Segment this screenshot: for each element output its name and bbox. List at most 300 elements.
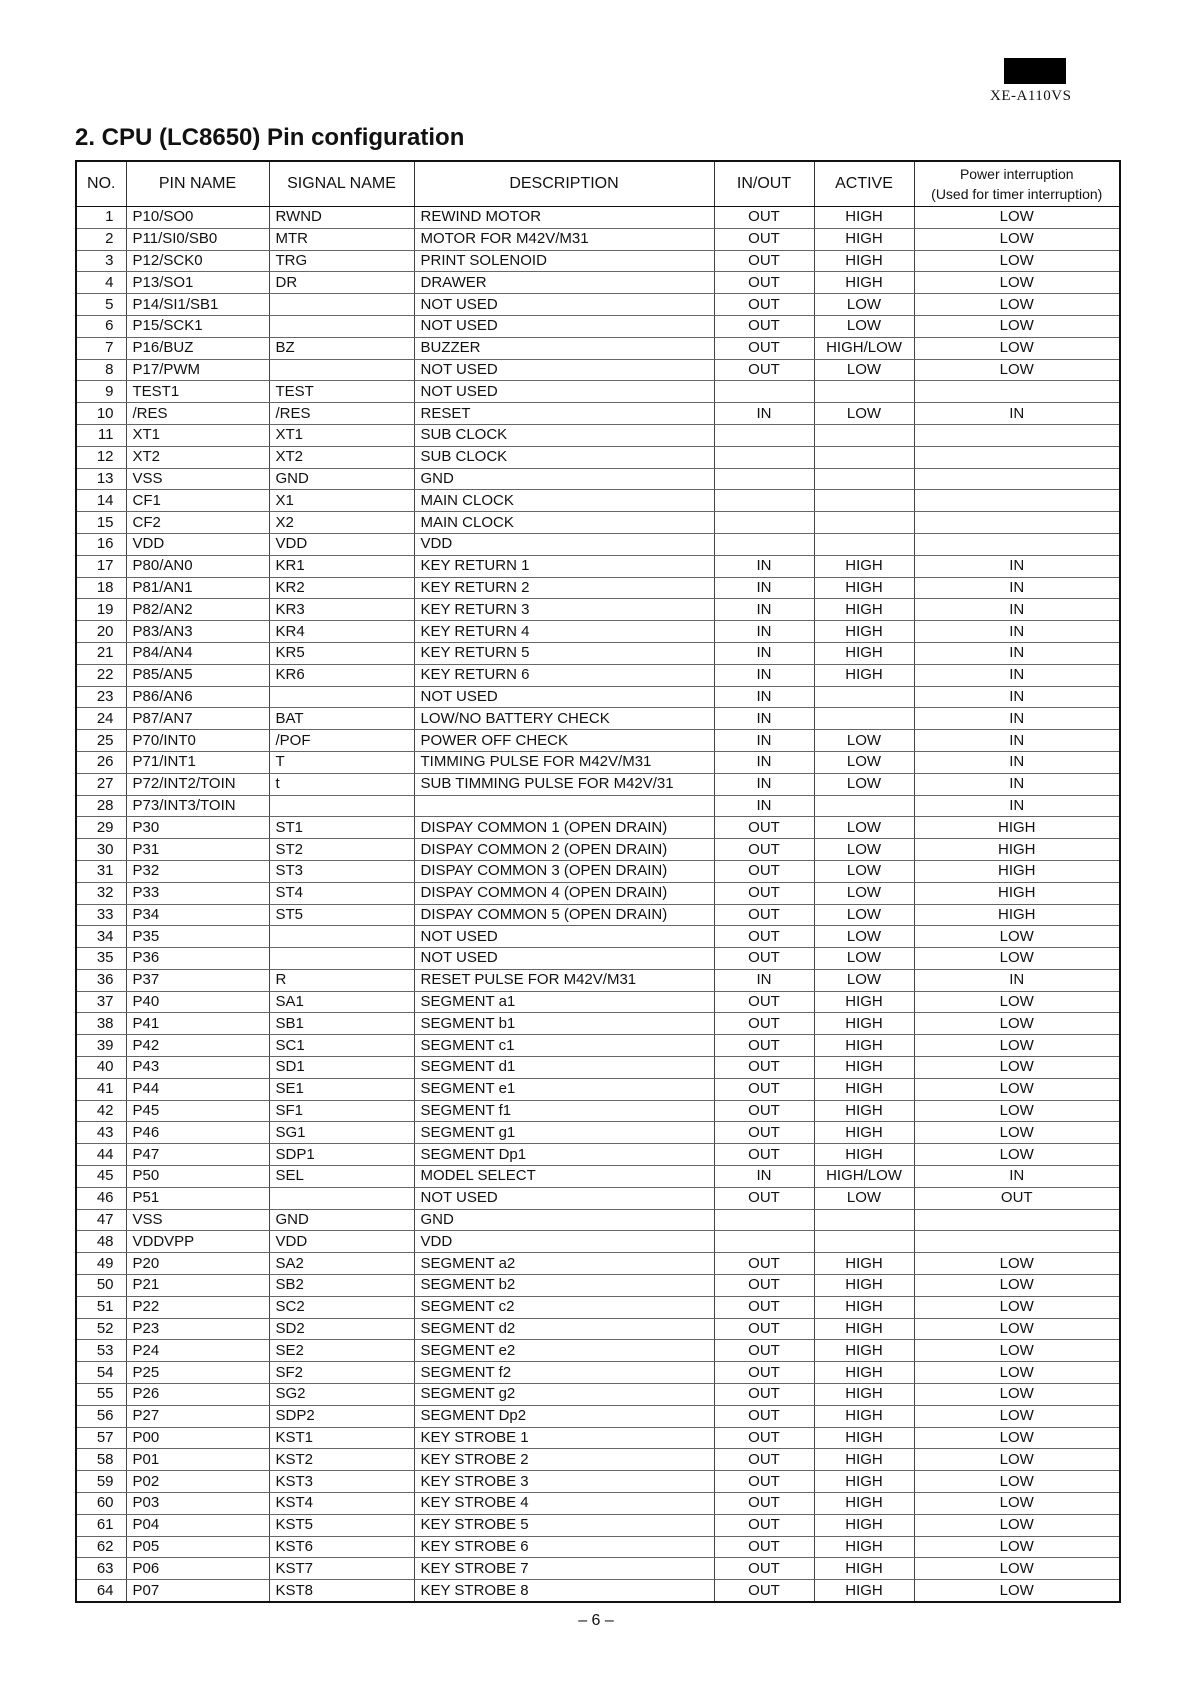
cell-description: NOT USED [414,948,714,970]
cell-signal-name: ST1 [269,817,414,839]
cell-inout: OUT [714,1471,814,1493]
table-row [76,250,1120,272]
cell-pin-name: P46 [126,1122,269,1144]
table-row [76,708,1120,730]
table-row [76,860,1120,882]
cell-inout: OUT [714,1078,814,1100]
cell-active: HIGH [814,1013,914,1035]
cell-no: 60 [76,1493,126,1515]
table-row [76,1057,1120,1079]
cell-description: SEGMENT a1 [414,991,714,1013]
cell-signal-name: ST4 [269,882,414,904]
cell-description: KEY STROBE 1 [414,1427,714,1449]
cell-active: LOW [814,926,914,948]
table-row [76,1035,1120,1057]
cell-signal-name: SF2 [269,1362,414,1384]
cell-power-interruption: IN [914,1166,1120,1188]
table-row [76,948,1120,970]
cell-pin-name: P45 [126,1100,269,1122]
cell-power-interruption: LOW [914,337,1120,359]
cell-active [814,686,914,708]
cell-power-interruption [914,1231,1120,1253]
cell-pin-name: P36 [126,948,269,970]
cell-pin-name: P31 [126,839,269,861]
cell-signal-name: SB1 [269,1013,414,1035]
cell-inout: OUT [714,337,814,359]
cell-power-interruption: IN [914,621,1120,643]
cell-no: 55 [76,1384,126,1406]
cell-power-interruption [914,424,1120,446]
cell-pin-name: P11/SI0/SB0 [126,228,269,250]
cell-pin-name: P23 [126,1318,269,1340]
table-row [76,1318,1120,1340]
cell-pin-name: P85/AN5 [126,664,269,686]
cell-no: 5 [76,294,126,316]
table-row [76,424,1120,446]
cell-description: KEY RETURN 2 [414,577,714,599]
cell-description: NOT USED [414,294,714,316]
cell-no: 3 [76,250,126,272]
cell-power-interruption: LOW [914,228,1120,250]
cell-pin-name: P17/PWM [126,359,269,381]
cell-inout: OUT [714,228,814,250]
table-row [76,1187,1120,1209]
cell-description: GND [414,468,714,490]
cell-active [814,381,914,403]
cell-inout: OUT [714,1013,814,1035]
cell-no: 25 [76,730,126,752]
cell-inout: OUT [714,1122,814,1144]
cell-inout: OUT [714,1144,814,1166]
cell-pin-name: CF1 [126,490,269,512]
cell-inout: OUT [714,1057,814,1079]
cell-power-interruption [914,381,1120,403]
cell-active: HIGH [814,599,914,621]
table-header-row [76,161,1120,207]
cell-inout: IN [714,730,814,752]
cell-power-interruption: IN [914,599,1120,621]
table-row [76,1231,1120,1253]
cell-no: 34 [76,926,126,948]
table-row [76,533,1120,555]
cell-description: SUB TIMMING PULSE FOR M42V/31 [414,773,714,795]
cell-inout: OUT [714,1362,814,1384]
cell-pin-name: P40 [126,991,269,1013]
cell-power-interruption: LOW [914,1493,1120,1515]
cell-power-interruption: LOW [914,207,1120,229]
cell-signal-name: SDP1 [269,1144,414,1166]
header-power-interruption [914,161,1120,207]
table-row [76,381,1120,403]
cell-signal-name: SDP2 [269,1405,414,1427]
cell-description: KEY STROBE 8 [414,1580,714,1602]
cell-pin-name: CF2 [126,512,269,534]
cell-inout: IN [714,577,814,599]
cell-no: 49 [76,1253,126,1275]
header-no: NO. [76,161,126,207]
cell-active: LOW [814,315,914,337]
cell-no: 26 [76,751,126,773]
cell-no: 58 [76,1449,126,1471]
table-row [76,1144,1120,1166]
cell-no: 64 [76,1580,126,1602]
cell-signal-name: VDD [269,1231,414,1253]
cell-inout: OUT [714,1100,814,1122]
cell-signal-name: KST7 [269,1558,414,1580]
cell-description: KEY STROBE 7 [414,1558,714,1580]
cell-signal-name: RWND [269,207,414,229]
table-row [76,359,1120,381]
cell-inout [714,1209,814,1231]
cell-active [814,795,914,817]
cell-active: HIGH [814,272,914,294]
cell-no: 62 [76,1536,126,1558]
cell-description: SEGMENT f2 [414,1362,714,1384]
cell-signal-name: TEST [269,381,414,403]
cell-no: 41 [76,1078,126,1100]
cell-power-interruption [914,1209,1120,1231]
table-row [76,555,1120,577]
cell-active: LOW [814,730,914,752]
cell-no: 29 [76,817,126,839]
cell-inout: OUT [714,1536,814,1558]
cell-pin-name: P71/INT1 [126,751,269,773]
cell-pin-name: P22 [126,1296,269,1318]
cell-description: KEY RETURN 5 [414,642,714,664]
cell-power-interruption: LOW [914,250,1120,272]
cell-active: HIGH/LOW [814,337,914,359]
cell-inout: IN [714,403,814,425]
table-row [76,1384,1120,1406]
cell-active: LOW [814,882,914,904]
cell-signal-name [269,686,414,708]
cell-description: SEGMENT b2 [414,1275,714,1297]
cell-signal-name: SC2 [269,1296,414,1318]
cell-description: DISPAY COMMON 4 (OPEN DRAIN) [414,882,714,904]
table-row [76,272,1120,294]
cell-no: 19 [76,599,126,621]
cell-inout: OUT [714,948,814,970]
cell-description: NOT USED [414,359,714,381]
cell-power-interruption: HIGH [914,882,1120,904]
cell-inout: IN [714,686,814,708]
cell-description: KEY RETURN 1 [414,555,714,577]
cell-power-interruption: LOW [914,1318,1120,1340]
cell-description: SUB CLOCK [414,446,714,468]
cell-inout: OUT [714,860,814,882]
table-row [76,751,1120,773]
cell-no: 47 [76,1209,126,1231]
cell-inout: IN [714,599,814,621]
cell-signal-name [269,294,414,316]
table-row [76,991,1120,1013]
cell-signal-name: BAT [269,708,414,730]
cell-no: 13 [76,468,126,490]
cell-no: 56 [76,1405,126,1427]
cell-no: 54 [76,1362,126,1384]
cell-active: LOW [814,839,914,861]
cell-no: 21 [76,642,126,664]
cell-power-interruption [914,468,1120,490]
cell-active: HIGH [814,1536,914,1558]
model-number: XE-A110VS [990,88,1072,104]
cell-power-interruption: HIGH [914,904,1120,926]
cell-no: 63 [76,1558,126,1580]
cell-inout: OUT [714,1384,814,1406]
cell-inout: IN [714,708,814,730]
table-row [76,1296,1120,1318]
cell-no: 8 [76,359,126,381]
cell-signal-name: XT1 [269,424,414,446]
pin-configuration-table [75,160,1121,1603]
cell-power-interruption: LOW [914,1078,1120,1100]
cell-inout: OUT [714,926,814,948]
table-row [76,207,1120,229]
cell-inout: IN [714,795,814,817]
cell-pin-name: P10/SO0 [126,207,269,229]
cell-pin-name: P72/INT2/TOIN [126,773,269,795]
cell-no: 40 [76,1057,126,1079]
table-row [76,969,1120,991]
cell-active: HIGH [814,577,914,599]
cell-power-interruption: LOW [914,1057,1120,1079]
cell-inout: OUT [714,1035,814,1057]
cell-description: DISPAY COMMON 2 (OPEN DRAIN) [414,839,714,861]
table-row [76,1122,1120,1144]
cell-inout: OUT [714,1340,814,1362]
cell-description: MAIN CLOCK [414,490,714,512]
cell-pin-name: P30 [126,817,269,839]
cell-signal-name: SC1 [269,1035,414,1057]
cell-inout [714,446,814,468]
cell-power-interruption: LOW [914,1013,1120,1035]
cell-power-interruption: LOW [914,1340,1120,1362]
page-title: 2. CPU (LC8650) Pin configuration [75,124,465,151]
cell-inout: OUT [714,1493,814,1515]
cell-description: MOTOR FOR M42V/M31 [414,228,714,250]
cell-power-interruption: LOW [914,359,1120,381]
cell-no: 7 [76,337,126,359]
cell-pin-name: P34 [126,904,269,926]
cell-signal-name: SA2 [269,1253,414,1275]
cell-power-interruption: HIGH [914,860,1120,882]
cell-active: HIGH [814,1078,914,1100]
cell-no: 22 [76,664,126,686]
cell-signal-name: t [269,773,414,795]
cell-power-interruption: LOW [914,1536,1120,1558]
cell-active: HIGH [814,555,914,577]
cell-signal-name [269,1187,414,1209]
cell-inout [714,1231,814,1253]
cell-description: KEY RETURN 6 [414,664,714,686]
cell-power-interruption: IN [914,577,1120,599]
cell-inout: OUT [714,882,814,904]
table-row [76,1449,1120,1471]
cell-active: LOW [814,969,914,991]
table-row [76,817,1120,839]
cell-signal-name [269,315,414,337]
cell-description [414,795,714,817]
cell-no: 51 [76,1296,126,1318]
cell-pin-name: P32 [126,860,269,882]
table-row [76,1340,1120,1362]
cell-no: 42 [76,1100,126,1122]
cell-active: HIGH [814,1035,914,1057]
cell-description: SEGMENT c2 [414,1296,714,1318]
cell-power-interruption [914,446,1120,468]
cell-power-interruption: IN [914,664,1120,686]
cell-power-interruption: IN [914,555,1120,577]
table-row [76,773,1120,795]
cell-description: SEGMENT g2 [414,1384,714,1406]
cell-active: HIGH [814,1253,914,1275]
cell-pin-name: VSS [126,1209,269,1231]
cell-description: SEGMENT e2 [414,1340,714,1362]
cell-power-interruption: IN [914,795,1120,817]
cell-inout: IN [714,1166,814,1188]
cell-signal-name: KR1 [269,555,414,577]
table-row [76,1471,1120,1493]
table-row [76,642,1120,664]
cell-signal-name: KST5 [269,1514,414,1536]
cell-no: 48 [76,1231,126,1253]
cell-no: 30 [76,839,126,861]
cell-signal-name: KST2 [269,1449,414,1471]
cell-active: LOW [814,860,914,882]
cell-pin-name: P26 [126,1384,269,1406]
table-row [76,1580,1120,1602]
cell-no: 10 [76,403,126,425]
cell-active: HIGH [814,1449,914,1471]
cell-signal-name: KR5 [269,642,414,664]
cell-power-interruption: LOW [914,1296,1120,1318]
cell-no: 16 [76,533,126,555]
cell-no: 57 [76,1427,126,1449]
cell-power-interruption: LOW [914,1144,1120,1166]
cell-no: 1 [76,207,126,229]
cell-power-interruption: HIGH [914,839,1120,861]
cell-pin-name: VSS [126,468,269,490]
cell-inout: OUT [714,294,814,316]
cell-pin-name: P33 [126,882,269,904]
cell-active: HIGH [814,991,914,1013]
cell-pin-name: P80/AN0 [126,555,269,577]
table-row [76,1209,1120,1231]
cell-signal-name [269,795,414,817]
cell-active: HIGH [814,1405,914,1427]
cell-power-interruption: LOW [914,948,1120,970]
cell-description: MODEL SELECT [414,1166,714,1188]
cell-power-interruption: LOW [914,1427,1120,1449]
cell-active: HIGH/LOW [814,1166,914,1188]
cell-power-interruption: IN [914,773,1120,795]
cell-power-interruption: LOW [914,1514,1120,1536]
cell-active: HIGH [814,1057,914,1079]
cell-description: VDD [414,533,714,555]
cell-pin-name: P86/AN6 [126,686,269,708]
cell-signal-name: KR4 [269,621,414,643]
cell-inout: OUT [714,207,814,229]
cell-signal-name: GND [269,468,414,490]
cell-description: SEGMENT Dp2 [414,1405,714,1427]
cell-power-interruption: LOW [914,1122,1120,1144]
cell-active: HIGH [814,1580,914,1602]
cell-description: RESET [414,403,714,425]
cell-description: KEY STROBE 3 [414,1471,714,1493]
cell-no: 14 [76,490,126,512]
cell-active [814,490,914,512]
cell-inout: IN [714,773,814,795]
cell-inout: OUT [714,250,814,272]
cell-pin-name: P25 [126,1362,269,1384]
cell-description: SEGMENT d2 [414,1318,714,1340]
cell-active [814,1231,914,1253]
cell-signal-name: KR3 [269,599,414,621]
cell-signal-name: ST3 [269,860,414,882]
cell-inout: OUT [714,839,814,861]
cell-power-interruption: LOW [914,1580,1120,1602]
cell-no: 18 [76,577,126,599]
cell-signal-name: BZ [269,337,414,359]
cell-signal-name: /RES [269,403,414,425]
cell-description: PRINT SOLENOID [414,250,714,272]
cell-power-interruption: OUT [914,1187,1120,1209]
cell-power-interruption: HIGH [914,817,1120,839]
table-row [76,1362,1120,1384]
cell-pin-name: P44 [126,1078,269,1100]
cell-power-interruption: LOW [914,1405,1120,1427]
cell-power-interruption: LOW [914,1100,1120,1122]
cell-active: HIGH [814,207,914,229]
cell-pin-name: P87/AN7 [126,708,269,730]
cell-active: LOW [814,1187,914,1209]
cell-inout: OUT [714,1275,814,1297]
cell-no: 35 [76,948,126,970]
cell-no: 11 [76,424,126,446]
cell-no: 39 [76,1035,126,1057]
cell-description: DISPAY COMMON 5 (OPEN DRAIN) [414,904,714,926]
cell-pin-name: P05 [126,1536,269,1558]
cell-inout: OUT [714,1296,814,1318]
cell-pin-name: P41 [126,1013,269,1035]
cell-no: 2 [76,228,126,250]
cell-description: KEY STROBE 4 [414,1493,714,1515]
cell-active: HIGH [814,1514,914,1536]
cell-signal-name: T [269,751,414,773]
cell-signal-name: X1 [269,490,414,512]
cell-signal-name: X2 [269,512,414,534]
cell-description: KEY STROBE 6 [414,1536,714,1558]
header-signal-name: SIGNAL NAME [269,161,414,207]
cell-signal-name: XT2 [269,446,414,468]
cell-description: SEGMENT Dp1 [414,1144,714,1166]
cell-power-interruption [914,490,1120,512]
cell-no: 61 [76,1514,126,1536]
cell-signal-name: KST3 [269,1471,414,1493]
cell-pin-name: P16/BUZ [126,337,269,359]
cell-pin-name: P47 [126,1144,269,1166]
cell-inout: OUT [714,817,814,839]
table-row [76,1078,1120,1100]
cell-active: HIGH [814,1122,914,1144]
cell-description: TIMMING PULSE FOR M42V/M31 [414,751,714,773]
cell-active: LOW [814,817,914,839]
cell-signal-name: KST8 [269,1580,414,1602]
cell-pin-name: P00 [126,1427,269,1449]
cell-signal-name [269,926,414,948]
table-row [76,621,1120,643]
cell-pin-name: P83/AN3 [126,621,269,643]
